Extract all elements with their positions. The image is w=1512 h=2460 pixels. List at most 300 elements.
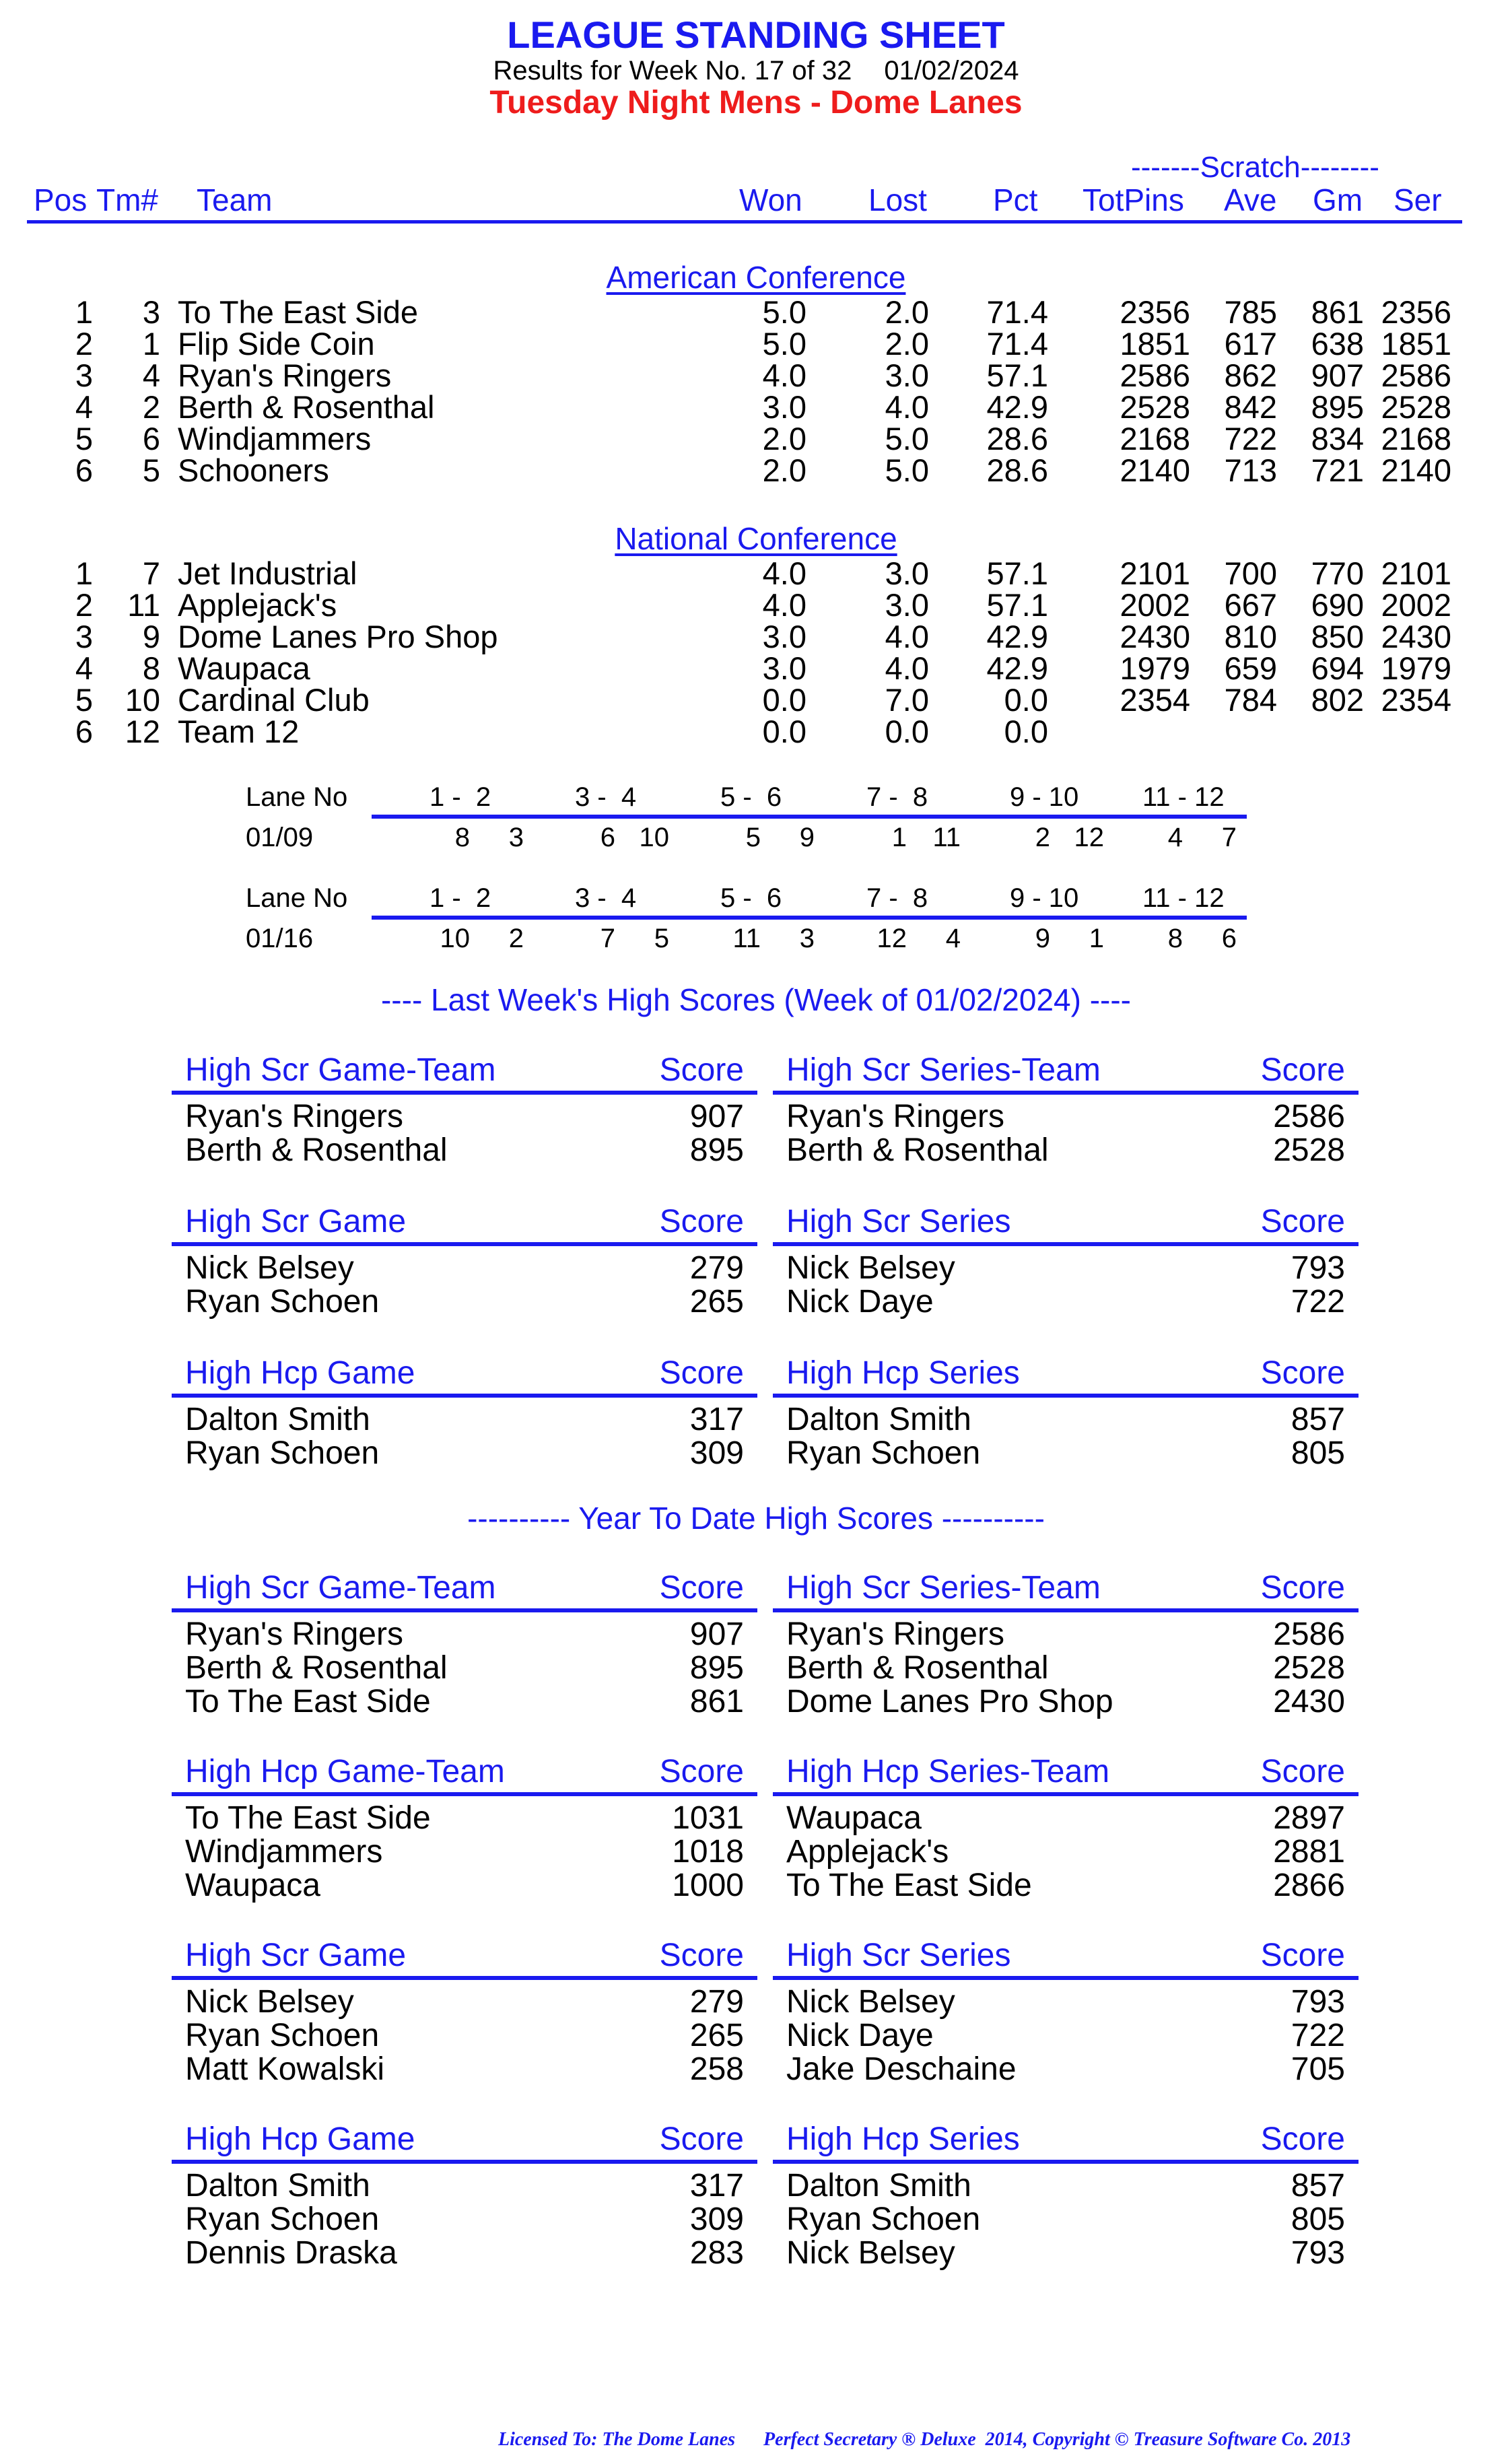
cell-ser: 2101 (1381, 555, 1451, 591)
col-lost: Lost (868, 182, 927, 217)
match-team-a: 10 (440, 924, 470, 953)
score-value: 309 (689, 1435, 744, 1471)
lane-no-label: Lane No (246, 782, 348, 812)
bowler-name: Windjammers (185, 1834, 383, 1870)
bowler-name: Ryan's Ringers (185, 1616, 403, 1652)
cell-tm: 9 (142, 619, 160, 654)
score-entry (172, 1618, 757, 1651)
score-value: 279 (689, 1984, 744, 2020)
header-rule (27, 220, 1462, 224)
bowler-name: Waupaca (185, 1868, 320, 1903)
score-entry (172, 1100, 757, 1134)
cell-lost: 3.0 (885, 357, 929, 393)
category-label: High Scr Series-Team (786, 1052, 1101, 1088)
box-header (172, 1937, 757, 1975)
score-value: 722 (1291, 1284, 1345, 1320)
score-value: 317 (689, 2168, 744, 2203)
league-name: Tuesday Night Mens - Dome Lanes (489, 85, 1023, 121)
cell-pct: 71.4 (986, 294, 1048, 330)
score-value: 857 (1291, 2168, 1345, 2203)
cell-won: 5.0 (762, 326, 806, 362)
cell-team: Berth & Rosenthal (178, 389, 435, 425)
category-label: High Hcp Series (786, 1355, 1020, 1391)
high-score-box (172, 2121, 757, 2270)
box-rule (172, 1242, 757, 1246)
score-entry (773, 1437, 1359, 1470)
last-week-title: ---- Last Week's High Scores (Week of 01/02/2024) ---- (380, 982, 1132, 1017)
lane-pair: 3 - 4 (575, 782, 637, 812)
cell-pct: 0.0 (1004, 714, 1048, 749)
score-value: 793 (1291, 2235, 1345, 2271)
box-header (172, 1569, 757, 1607)
match-team-a: 6 (600, 823, 615, 852)
lane-pair: 9 - 10 (1010, 782, 1079, 812)
standings-row (0, 652, 1512, 685)
cell-ave: 667 (1224, 587, 1277, 623)
cell-gm: 895 (1311, 389, 1364, 425)
cell-won: 2.0 (762, 421, 806, 456)
score-entry (773, 1285, 1359, 1319)
cell-lost: 3.0 (885, 587, 929, 623)
week-results: Results for Week No. 17 of 32 (493, 56, 852, 86)
cell-won: 0.0 (762, 714, 806, 749)
sheet-date: 01/02/2024 (884, 56, 1019, 86)
score-value: 309 (689, 2201, 744, 2237)
match-team-b: 9 (799, 823, 815, 852)
bowler-name: Nick Belsey (185, 1250, 354, 1286)
cell-totpins: 2586 (1120, 357, 1190, 393)
cell-won: 4.0 (762, 587, 806, 623)
standings-row (0, 621, 1512, 653)
cell-pos: 4 (75, 650, 93, 686)
cell-lost: 4.0 (885, 619, 929, 654)
cell-tm: 11 (127, 587, 160, 623)
cell-pos: 1 (75, 555, 93, 591)
lane-pair: 3 - 4 (575, 883, 637, 913)
cell-team: Waupaca (178, 650, 310, 686)
score-header: Score (659, 1052, 744, 1088)
cell-pos: 3 (75, 619, 93, 654)
score-value: 907 (689, 1099, 744, 1134)
match-team-a: 1 (891, 823, 907, 852)
box-rule (773, 1242, 1359, 1246)
standings-row (0, 716, 1512, 748)
cell-tm: 10 (125, 682, 160, 718)
score-entry (773, 1802, 1359, 1835)
score-value: 2897 (1273, 1800, 1345, 1836)
cell-totpins: 2528 (1120, 389, 1190, 425)
score-entry (172, 2203, 757, 2236)
score-value: 279 (689, 1250, 744, 1286)
cell-totpins: 2002 (1120, 587, 1190, 623)
cell-ave: 700 (1224, 555, 1277, 591)
bowler-name: Ryan Schoen (786, 2201, 981, 2237)
box-header (773, 2121, 1359, 2158)
score-value: 2881 (1273, 1834, 1345, 1870)
cell-tm: 8 (142, 650, 160, 686)
box-rule (172, 1976, 757, 1980)
score-entry (172, 1685, 757, 1719)
cell-ser: 1979 (1381, 650, 1451, 686)
lane-pair: 5 - 6 (720, 782, 782, 812)
category-label: High Scr Game-Team (185, 1052, 496, 1088)
category-label: High Scr Game-Team (185, 1570, 496, 1606)
match-team-b: 10 (639, 823, 669, 852)
score-header: Score (659, 1355, 744, 1391)
lane-rule (372, 815, 1247, 819)
match-team-b: 6 (1221, 924, 1237, 953)
bowler-name: Ryan Schoen (185, 2018, 380, 2053)
col-totpins: TotPins (1083, 182, 1184, 217)
box-header (172, 1753, 757, 1791)
cell-ave: 810 (1224, 619, 1277, 654)
match-team-a: 7 (600, 924, 615, 953)
standings-row (0, 423, 1512, 455)
cell-team: Ryan's Ringers (178, 357, 392, 393)
cell-pct: 28.6 (986, 421, 1048, 456)
match-team-b: 11 (932, 823, 961, 852)
cell-pos: 2 (75, 326, 93, 362)
match-team-a: 8 (454, 823, 470, 852)
bowler-name: To The East Side (786, 1868, 1032, 1903)
cell-pct: 57.1 (986, 555, 1048, 591)
bowler-name: Berth & Rosenthal (185, 1650, 448, 1686)
standings-row (0, 296, 1512, 329)
bowler-name: To The East Side (185, 1684, 431, 1719)
high-score-box (172, 1753, 757, 1903)
score-entry (172, 1252, 757, 1285)
box-header (773, 1569, 1359, 1607)
cell-pos: 4 (75, 389, 93, 425)
category-label: High Hcp Series (786, 2121, 1020, 2157)
match-team-b: 3 (799, 924, 815, 953)
cell-totpins: 2168 (1120, 421, 1190, 456)
cell-totpins: 1851 (1120, 326, 1190, 362)
box-rule (172, 1394, 757, 1398)
score-value: 895 (689, 1650, 744, 1686)
cell-team: Flip Side Coin (178, 326, 375, 362)
cell-ser: 2528 (1381, 389, 1451, 425)
score-entry (172, 1437, 757, 1470)
cell-won: 4.0 (762, 555, 806, 591)
lane-rule (372, 916, 1247, 920)
cell-pos: 2 (75, 587, 93, 623)
bowler-name: Nick Belsey (185, 1984, 354, 2020)
cell-totpins: 2101 (1120, 555, 1190, 591)
score-entry (773, 1100, 1359, 1134)
cell-lost: 7.0 (885, 682, 929, 718)
sheet-title: LEAGUE STANDING SHEET (507, 13, 1005, 56)
bowler-name: Nick Daye (786, 2018, 934, 2053)
score-header: Score (659, 1204, 744, 1239)
conference-title: National Conference (615, 521, 897, 556)
score-entry (172, 1134, 757, 1167)
score-header: Score (1260, 1938, 1345, 1973)
lane-pair: 11 - 12 (1142, 883, 1225, 913)
score-value: 861 (689, 1684, 744, 1719)
score-entry (773, 2019, 1359, 2053)
cell-gm: 834 (1311, 421, 1364, 456)
high-score-box (172, 1355, 757, 1470)
score-entry (773, 2236, 1359, 2270)
score-value: 2866 (1273, 1868, 1345, 1903)
cell-tm: 12 (125, 714, 160, 749)
score-value: 2528 (1273, 1132, 1345, 1168)
cell-ser: 2354 (1381, 682, 1451, 718)
box-header (773, 1753, 1359, 1791)
score-value: 1000 (672, 1868, 744, 1903)
box-rule (172, 2160, 757, 2164)
category-label: High Scr Game (185, 1938, 407, 1973)
match-team-a: 4 (1167, 823, 1183, 852)
cell-pos: 1 (75, 294, 93, 330)
cell-pct: 42.9 (986, 650, 1048, 686)
license-text: Licensed To: The Dome Lanes (498, 2429, 736, 2450)
cell-pos: 6 (75, 714, 93, 749)
score-value: 705 (1291, 2051, 1345, 2087)
category-label: High Hcp Series-Team (786, 1754, 1110, 1789)
box-rule (773, 2160, 1359, 2164)
bowler-name: Berth & Rosenthal (185, 1132, 448, 1168)
cell-pct: 42.9 (986, 619, 1048, 654)
bowler-name: Applejack's (786, 1834, 949, 1870)
cell-ser: 2586 (1381, 357, 1451, 393)
score-entry (773, 1403, 1359, 1437)
copyright-text: Perfect Secretary ® Deluxe 2014, Copyright © Treasure Software Co. 2013 (763, 2429, 1351, 2450)
score-header: Score (1260, 1204, 1345, 1239)
cell-ser: 2140 (1381, 452, 1451, 488)
standings-row (0, 357, 1512, 393)
score-entry (172, 1802, 757, 1835)
bowler-name: Dennis Draska (185, 2235, 397, 2271)
high-score-box (773, 1203, 1359, 1319)
score-value: 1031 (672, 1800, 744, 1836)
cell-ave: 713 (1224, 452, 1277, 488)
high-score-box (172, 1052, 757, 1167)
cell-ave: 784 (1224, 682, 1277, 718)
cell-team: To The East Side (178, 294, 419, 330)
cell-team: Windjammers (178, 421, 372, 456)
score-entry (172, 1869, 757, 1903)
cell-pct: 57.1 (986, 587, 1048, 623)
bowler-name: Nick Belsey (786, 2235, 955, 2271)
category-label: High Hcp Game (185, 2121, 415, 2157)
high-score-box (172, 1937, 757, 2086)
cell-pct: 71.4 (986, 326, 1048, 362)
col-team: Team (197, 182, 273, 217)
cell-team: Schooners (178, 452, 329, 488)
high-score-box (773, 1753, 1359, 1903)
cell-ser: 2430 (1381, 619, 1451, 654)
cell-gm: 638 (1311, 326, 1364, 362)
score-value: 793 (1291, 1984, 1345, 2020)
cell-team: Jet Industrial (178, 555, 357, 591)
ytd-title: ---------- Year To Date High Scores ---------- (467, 1501, 1045, 1536)
cell-gm: 802 (1311, 682, 1364, 718)
score-entry (773, 1651, 1359, 1685)
score-entry (773, 1869, 1359, 1903)
cell-lost: 0.0 (885, 714, 929, 749)
standings-row (0, 684, 1512, 716)
score-entry (773, 1685, 1359, 1719)
high-score-box (172, 1203, 757, 1319)
bowler-name: Dalton Smith (185, 1402, 370, 1437)
score-value: 857 (1291, 1402, 1345, 1437)
cell-lost: 5.0 (885, 421, 929, 456)
high-score-box (172, 1569, 757, 1719)
cell-totpins: 2430 (1120, 619, 1190, 654)
cell-lost: 3.0 (885, 555, 929, 591)
cell-totpins: 2356 (1120, 294, 1190, 330)
score-value: 2528 (1273, 1650, 1345, 1686)
cell-tm: 5 (142, 452, 160, 488)
scratch-group-label: -------Scratch-------- (1131, 151, 1379, 184)
box-rule (172, 1091, 757, 1095)
col-team-number: Tm# (96, 182, 158, 217)
score-entry (773, 1985, 1359, 2019)
bowler-name: Ryan Schoen (185, 1435, 380, 1471)
score-entry (172, 1285, 757, 1319)
box-rule (773, 1394, 1359, 1398)
score-value: 895 (689, 1132, 744, 1168)
col-pct: Pct (993, 182, 1038, 217)
match-team-a: 9 (1035, 924, 1050, 953)
cell-won: 3.0 (762, 389, 806, 425)
score-value: 805 (1291, 1435, 1345, 1471)
score-value: 2586 (1273, 1616, 1345, 1652)
standings-row (0, 328, 1512, 360)
score-value: 793 (1291, 1250, 1345, 1286)
cell-won: 0.0 (762, 682, 806, 718)
category-label: High Scr Series-Team (786, 1570, 1101, 1606)
high-score-box (773, 1569, 1359, 1719)
lane-pair: 11 - 12 (1142, 782, 1225, 812)
results-line (0, 55, 1512, 86)
score-entry (172, 1835, 757, 1869)
bowler-name: Matt Kowalski (185, 2051, 385, 2087)
lane-pair: 1 - 2 (429, 883, 491, 913)
col-gm: Gm (1313, 182, 1363, 217)
bowler-name: Nick Daye (786, 1284, 934, 1320)
score-value: 1018 (672, 1834, 744, 1870)
score-entry (773, 1252, 1359, 1285)
category-label: High Scr Game (185, 1204, 407, 1239)
score-header: Score (659, 1938, 744, 1973)
cell-won: 4.0 (762, 357, 806, 393)
lane-pair: 1 - 2 (429, 782, 491, 812)
match-team-b: 2 (508, 924, 524, 953)
col-won: Won (739, 182, 802, 217)
bowler-name: Waupaca (786, 1800, 922, 1836)
col-ave: Ave (1224, 182, 1277, 217)
score-value: 805 (1291, 2201, 1345, 2237)
lane-no-label: Lane No (246, 883, 348, 913)
score-header: Score (1260, 1570, 1345, 1606)
cell-ser: 2356 (1381, 294, 1451, 330)
category-label: High Hcp Game-Team (185, 1754, 505, 1789)
bowler-name: Dalton Smith (185, 2168, 370, 2203)
high-score-box (773, 1355, 1359, 1470)
cell-tm: 7 (142, 555, 160, 591)
score-entry (773, 2053, 1359, 2086)
score-entry (172, 1651, 757, 1685)
score-header: Score (1260, 1754, 1345, 1789)
cell-team: Applejack's (178, 587, 337, 623)
cell-totpins: 2140 (1120, 452, 1190, 488)
box-header (773, 1937, 1359, 1975)
cell-ser: 2168 (1381, 421, 1451, 456)
score-value: 2430 (1273, 1684, 1345, 1719)
high-score-box (773, 1052, 1359, 1167)
bowler-name: Ryan Schoen (786, 1435, 981, 1471)
high-score-box (773, 1937, 1359, 2086)
score-entry (172, 1985, 757, 2019)
cell-ser: 1851 (1381, 326, 1451, 362)
high-score-box (773, 2121, 1359, 2270)
cell-lost: 5.0 (885, 452, 929, 488)
score-header: Score (659, 1570, 744, 1606)
score-entry (172, 2053, 757, 2086)
score-value: 265 (689, 1284, 744, 1320)
cell-ave: 617 (1224, 326, 1277, 362)
box-header (172, 1052, 757, 1089)
bowler-name: Berth & Rosenthal (786, 1132, 1049, 1168)
score-entry (172, 2019, 757, 2053)
box-rule (773, 1792, 1359, 1796)
standings-row (0, 557, 1512, 590)
cell-ave: 862 (1224, 357, 1277, 393)
score-entry (172, 2169, 757, 2203)
bowler-name: Nick Belsey (786, 1250, 955, 1286)
schedule-date: 01/09 (246, 823, 314, 852)
score-entry (773, 2169, 1359, 2203)
cell-gm: 861 (1311, 294, 1364, 330)
cell-pos: 5 (75, 682, 93, 718)
box-rule (172, 1792, 757, 1796)
bowler-name: Ryan's Ringers (185, 1099, 403, 1134)
score-entry (773, 2203, 1359, 2236)
score-value: 283 (689, 2235, 744, 2271)
category-label: High Scr Series (786, 1938, 1011, 1973)
score-entry (773, 1618, 1359, 1651)
cell-lost: 2.0 (885, 326, 929, 362)
bowler-name: Dome Lanes Pro Shop (786, 1684, 1113, 1719)
score-header: Score (1260, 2121, 1345, 2157)
cell-gm: 850 (1311, 619, 1364, 654)
score-value: 907 (689, 1616, 744, 1652)
match-team-b: 5 (654, 924, 669, 953)
score-entry (172, 1403, 757, 1437)
category-label: High Hcp Game (185, 1355, 415, 1391)
cell-won: 2.0 (762, 452, 806, 488)
cell-pct: 0.0 (1004, 682, 1048, 718)
cell-ave: 842 (1224, 389, 1277, 425)
lane-pair: 9 - 10 (1010, 883, 1079, 913)
cell-lost: 4.0 (885, 389, 929, 425)
box-header (773, 1203, 1359, 1241)
box-header (172, 2121, 757, 2158)
box-header (172, 1203, 757, 1241)
col-pos: Pos (34, 182, 88, 217)
cell-gm: 770 (1311, 555, 1364, 591)
schedule-date: 01/16 (246, 924, 314, 953)
match-team-a: 8 (1167, 924, 1183, 953)
bowler-name: Jake Deschaine (786, 2051, 1017, 2087)
cell-gm: 907 (1311, 357, 1364, 393)
bowler-name: Berth & Rosenthal (786, 1650, 1049, 1686)
cell-tm: 1 (142, 326, 160, 362)
box-rule (773, 1976, 1359, 1980)
